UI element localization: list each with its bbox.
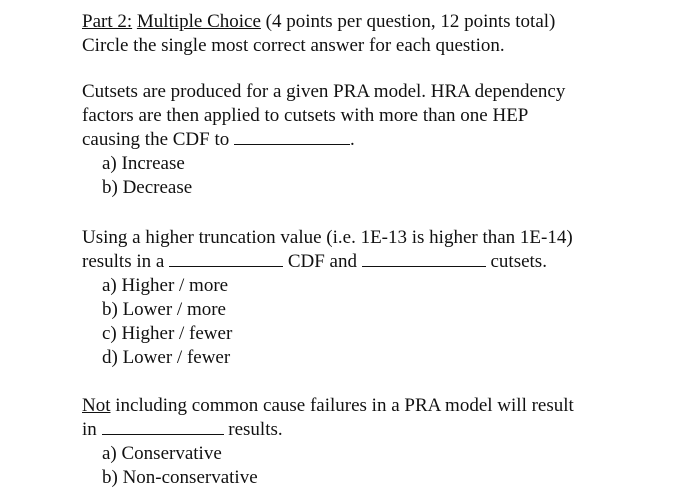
q3-option-a[interactable]: a) Conservative [102,443,222,464]
q2-option-b[interactable]: b) Lower / more [102,299,226,320]
q2-option-d[interactable]: d) Lower / fewer [102,347,231,368]
instructions: Circle the single most correct answer for each question. [82,35,505,56]
q3-answer-blank [102,418,224,435]
q1-text-line-3 [82,128,355,152]
q2-answer-blank-1 [169,250,283,267]
q3-suffix: results. [228,419,283,440]
section-heading [82,10,555,34]
q3-text-rest: including common cause failures in a PRA model will result [115,395,574,416]
q1-prefix: causing the CDF to [82,129,230,150]
q1-option-b[interactable]: b) Decrease [102,177,193,198]
q2-text-line-2 [82,250,547,274]
q1-text-line-1: Cutsets are produced for a given PRA model. HRA dependency [82,81,566,102]
q3-text-line-2 [82,418,283,442]
q3-prefix: in [82,419,97,440]
section-title: Multiple Choice [136,11,261,32]
q2-option-a[interactable]: a) Higher / more [102,275,229,296]
q2-suffix: cutsets. [490,251,547,272]
q3-lead-word: Not [82,395,111,416]
q1-suffix: . [350,129,355,150]
q2-option-c[interactable]: c) Higher / fewer [102,323,233,344]
part-label: Part 2: [82,11,133,32]
q1-answer-blank [234,128,350,145]
q2-answer-blank-2 [362,250,486,267]
q1-option-a[interactable]: a) Increase [102,153,185,174]
q1-text-line-2: factors are then applied to cutsets with more than one HEP [82,105,529,126]
q2-text-line-1: Using a higher truncation value (i.e. 1E-13 is higher than 1E-14) [82,227,573,248]
q3-option-b[interactable]: b) Non-conservative [102,467,258,488]
q2-middle: CDF and [287,251,357,272]
q3-text-line-1 [82,394,574,418]
q2-prefix: results in a [82,251,165,272]
points-info: (4 points per question, 12 points total) [265,11,556,32]
